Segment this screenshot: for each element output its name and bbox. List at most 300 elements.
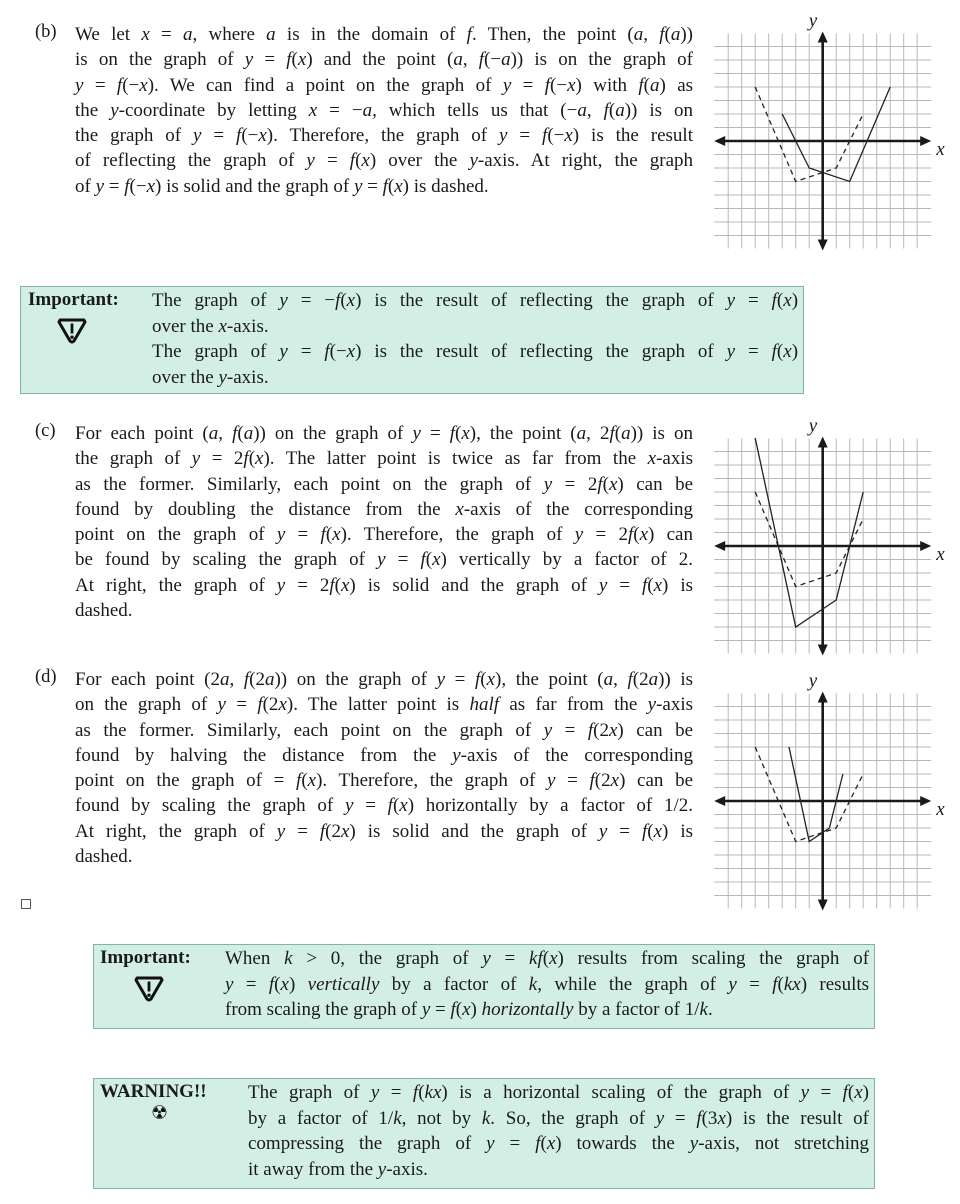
text-run: (2	[262, 694, 279, 716]
text-run: ,	[613, 669, 628, 690]
text-run: dashed.	[75, 846, 133, 868]
math-symbol: x	[146, 175, 155, 197]
math-symbol: f	[335, 290, 341, 311]
math-symbol: a	[266, 24, 276, 45]
math-symbol: x	[564, 125, 573, 147]
math-symbol: f	[641, 820, 648, 842]
text-run: > 0, the graph of	[292, 948, 483, 969]
math-symbol: k	[393, 1107, 402, 1129]
text-run: =	[430, 999, 451, 1020]
text-line	[152, 288, 798, 314]
math-symbol: k	[284, 948, 293, 969]
math-symbol: f	[320, 524, 326, 546]
text-run: At right, the graph of	[75, 574, 277, 596]
text-run: on the graph of	[75, 694, 218, 716]
math-symbol: a	[650, 74, 660, 96]
text-run: =	[362, 175, 383, 197]
text-run: )	[470, 999, 482, 1020]
text-line	[75, 47, 693, 72]
math-symbol: f	[587, 719, 594, 741]
text-run: (	[847, 1082, 855, 1103]
text-run: compressing the graph of	[248, 1133, 487, 1154]
math-symbol: k	[481, 1107, 491, 1129]
text-run: ) is	[662, 574, 693, 596]
math-symbol: x	[461, 423, 470, 444]
math-symbol: a	[577, 99, 587, 121]
math-symbol: f	[124, 175, 130, 197]
text-line	[75, 598, 693, 623]
math-symbol: y	[726, 341, 736, 362]
text-line	[75, 793, 693, 818]
math-symbol: a	[633, 24, 644, 45]
math-symbol: y	[217, 694, 226, 716]
math-symbol: y	[75, 74, 84, 96]
math-symbol: y	[726, 290, 736, 311]
math-symbol: x	[346, 341, 356, 362]
math-symbol: y	[800, 1082, 810, 1103]
text-run: (	[455, 999, 463, 1020]
text-run: as the former. Similarly, each point on the graph of	[75, 719, 544, 741]
math-symbol: x	[610, 770, 620, 792]
text-run: ) is solid and the graph of	[349, 574, 599, 596]
math-symbol: x	[549, 948, 558, 969]
math-symbol: vertically	[307, 973, 380, 995]
math-symbol: x	[218, 315, 227, 337]
text-run: = −	[317, 99, 363, 121]
graph-c	[700, 405, 960, 665]
math-symbol: x	[462, 999, 471, 1020]
text-run: (−	[484, 49, 502, 71]
math-symbol: f	[627, 669, 633, 690]
math-symbol: y	[598, 574, 608, 596]
text-run: found by halving the distance from the	[75, 744, 453, 766]
text-run: =	[285, 524, 321, 546]
text-run: =	[809, 1082, 843, 1103]
math-symbol: f	[268, 973, 275, 995]
text-run: (−	[122, 74, 140, 96]
text-run: ) towards the	[555, 1133, 690, 1154]
text-run: (2	[325, 820, 341, 842]
text-line	[75, 472, 693, 497]
text-run: (3	[701, 1107, 718, 1129]
math-symbol: x	[280, 973, 289, 995]
math-symbol: f	[243, 669, 250, 690]
x-axis-arrow-left	[714, 541, 725, 551]
text-run: (	[248, 448, 256, 470]
text-run: ) horizontally by a factor of 1/2.	[407, 795, 693, 817]
text-run: When	[225, 948, 285, 969]
math-symbol: y	[598, 820, 608, 842]
text-run: For each point (	[75, 423, 209, 444]
math-symbol: x	[141, 24, 150, 45]
text-run: (	[647, 574, 654, 596]
text-run: .	[707, 999, 713, 1020]
math-symbol: a	[219, 669, 230, 690]
y-axis-label: y	[808, 670, 818, 692]
math-symbol: f	[257, 694, 263, 716]
text-run: -axis.	[226, 315, 269, 337]
text-line	[75, 73, 693, 98]
math-symbol: a	[264, 669, 275, 690]
math-symbol: y	[276, 524, 286, 546]
text-run: (	[602, 473, 609, 495]
text-run: , not by	[401, 1107, 482, 1129]
y-axis-arrow-down	[818, 240, 828, 251]
text-line	[75, 497, 693, 522]
math-symbol: f	[466, 24, 472, 45]
text-run: as far from the	[499, 694, 648, 716]
math-symbol: f	[535, 1133, 541, 1154]
text-run: ,	[586, 99, 604, 121]
text-run: =	[552, 719, 588, 741]
math-symbol: y	[412, 423, 421, 444]
math-symbol: f	[589, 770, 595, 792]
x-axis-arrow-right	[920, 136, 931, 146]
text-run: ) over the	[369, 150, 470, 172]
math-symbol: y	[502, 74, 512, 96]
text-run: =	[490, 948, 530, 969]
math-symbol: x	[139, 74, 148, 96]
math-symbol: x	[854, 1082, 863, 1103]
text-run: =	[201, 125, 237, 147]
text-run: (	[776, 290, 784, 311]
y-axis-arrow-down	[818, 645, 828, 656]
text-run: )) on the graph of	[253, 423, 413, 444]
text-line	[75, 819, 693, 844]
text-run: ) can be	[619, 770, 694, 792]
math-symbol: f	[842, 1082, 848, 1103]
math-symbol: y	[218, 366, 227, 388]
text-run: The graph of	[152, 341, 280, 362]
text-run: -axis	[656, 448, 693, 470]
math-symbol: a	[453, 49, 463, 71]
y-axis-arrow-down	[818, 900, 828, 911]
math-symbol: f	[638, 74, 644, 96]
math-symbol: f	[387, 795, 393, 817]
text-run: from scaling the graph of	[225, 999, 422, 1020]
text-run: =	[607, 574, 642, 596]
math-symbol: f	[232, 423, 238, 444]
text-run: it away from the	[248, 1158, 378, 1180]
text-line	[75, 123, 693, 148]
text-run: = 2	[552, 473, 598, 495]
math-symbol: f	[544, 74, 551, 96]
text-run: ) is the result of reflecting the graph of	[355, 290, 727, 311]
text-run: . Then, the point (	[471, 24, 634, 45]
math-symbol: f	[329, 574, 335, 596]
text-run: The graph of	[152, 290, 280, 311]
checkbox[interactable]	[21, 899, 31, 909]
text-run: ). We can find a point on the graph of	[147, 74, 503, 96]
math-symbol: y	[95, 175, 105, 197]
callout-body	[248, 1080, 869, 1182]
math-symbol: y	[574, 524, 584, 546]
text-line	[75, 844, 693, 869]
math-symbol: x	[255, 448, 264, 470]
graph-b	[700, 0, 960, 260]
text-run: =	[385, 549, 421, 571]
text-run: ) and the point (	[306, 49, 454, 71]
text-run: )	[862, 1082, 869, 1103]
text-line	[152, 339, 798, 365]
text-run: (	[643, 74, 650, 96]
math-symbol: y	[225, 973, 234, 995]
math-symbol: f	[641, 574, 648, 596]
text-run: )	[288, 973, 308, 995]
text-run: ))	[680, 24, 693, 45]
section-body	[75, 667, 693, 869]
math-symbol: x	[340, 574, 350, 596]
text-run: =	[511, 74, 545, 96]
text-run: ). Therefore, the graph of	[340, 524, 575, 546]
text-run: is in the domain of	[275, 24, 467, 45]
text-run: (	[614, 423, 622, 444]
math-symbol: f	[296, 770, 302, 792]
math-symbol: x	[346, 290, 356, 311]
math-symbol: y	[377, 549, 386, 571]
text-run: =	[379, 1082, 413, 1103]
text-run: =	[104, 175, 125, 197]
text-run: by a factor of 1/	[248, 1107, 394, 1129]
text-run: -axis. At right, the graph	[477, 150, 694, 172]
math-symbol: f	[449, 423, 456, 444]
text-run: ) with	[575, 74, 639, 96]
math-symbol: x	[653, 820, 663, 842]
text-run: by a factor of	[379, 973, 529, 995]
text-run: =	[285, 820, 320, 842]
text-run: ,	[218, 423, 233, 444]
y-axis-arrow-up	[818, 692, 828, 703]
text-run: as the former. Similarly, each point on the graph of	[75, 473, 544, 495]
math-symbol: f	[420, 549, 426, 571]
text-run: ) vertically by a factor of 2.	[440, 549, 693, 571]
math-symbol: kx	[783, 973, 801, 995]
callout-title: WARNING!!	[100, 1081, 207, 1102]
text-run: For each point (2	[75, 669, 220, 690]
math-symbol: y	[647, 694, 657, 716]
math-symbol: y	[499, 125, 508, 147]
text-run: =	[233, 973, 269, 995]
text-run: =	[494, 1133, 536, 1154]
text-run: is on the graph of	[75, 49, 245, 71]
text-run: =	[420, 423, 450, 444]
text-run: (	[542, 948, 550, 969]
math-symbol: f	[243, 448, 249, 470]
text-run: =	[736, 973, 773, 995]
math-symbol: y	[377, 1158, 387, 1180]
math-symbol: x	[783, 290, 792, 311]
section-label: (b)	[35, 22, 57, 42]
important-callout-reflection	[20, 286, 804, 394]
text-line	[75, 547, 693, 572]
text-line	[248, 1080, 869, 1106]
x-axis-arrow-right	[920, 796, 931, 806]
text-run: ) can	[648, 524, 693, 546]
text-run: the	[75, 99, 111, 121]
math-symbol: y	[353, 175, 363, 197]
text-line	[75, 743, 693, 768]
math-symbol: f	[603, 99, 609, 121]
math-symbol: a	[243, 423, 254, 444]
text-line	[152, 314, 798, 340]
math-symbol: x	[394, 175, 403, 197]
math-symbol: y	[370, 1082, 380, 1103]
text-run: (−	[547, 125, 565, 147]
math-symbol: y	[482, 948, 491, 969]
math-symbol: y	[486, 1133, 495, 1154]
math-symbol: y	[543, 719, 553, 741]
math-symbol: y	[421, 999, 431, 1020]
text-run: We let	[75, 24, 142, 45]
text-run: ) is	[662, 820, 693, 842]
math-symbol: a	[603, 669, 614, 690]
math-symbol: f	[450, 999, 456, 1020]
callout-body	[152, 288, 798, 390]
text-run: , 2	[586, 423, 610, 444]
x-axis-arrow-left	[714, 796, 725, 806]
text-line	[75, 148, 693, 173]
math-symbol: x	[546, 1133, 556, 1154]
text-run: =	[287, 341, 325, 362]
text-run: = −	[287, 290, 336, 311]
text-run: (	[480, 669, 487, 690]
text-run: (	[237, 423, 244, 444]
section-label: (c)	[35, 421, 56, 441]
math-symbol: a	[621, 423, 631, 444]
text-run: =	[149, 24, 183, 45]
section-body	[75, 421, 693, 623]
text-run: ,	[643, 24, 660, 45]
math-symbol: x	[307, 770, 317, 792]
text-run: =	[664, 1107, 697, 1129]
text-run: =	[607, 820, 642, 842]
radiation-icon: ☢	[151, 1102, 169, 1124]
text-run: ) is the result	[572, 125, 693, 147]
text-line	[75, 174, 693, 199]
text-run: ) can be	[617, 473, 694, 495]
text-run: (	[418, 1082, 425, 1103]
math-symbol: f	[627, 524, 634, 546]
text-run: =	[314, 150, 350, 172]
text-run: (	[633, 524, 640, 546]
text-run: (2	[249, 669, 265, 690]
math-symbol: f	[324, 341, 330, 362]
callout-title: Important:	[100, 947, 191, 968]
math-symbol: f	[597, 473, 603, 495]
text-run: -coordinate by letting	[118, 99, 309, 121]
text-run: ) is dashed.	[402, 175, 489, 197]
math-symbol: x	[432, 549, 441, 571]
text-run: (−	[550, 74, 568, 96]
math-symbol: f	[236, 125, 242, 147]
text-run: dashed.	[75, 600, 133, 622]
text-run: =	[555, 770, 590, 792]
math-symbol: y	[689, 1133, 699, 1154]
y-axis-label: y	[808, 10, 818, 32]
text-line	[75, 667, 693, 692]
math-symbol: x	[399, 795, 408, 817]
text-run: At right, the graph of	[75, 820, 277, 842]
text-run: by a factor of 1/	[573, 999, 700, 1020]
math-symbol: a	[576, 423, 587, 444]
text-run: be found by scaling the graph of	[75, 549, 378, 571]
text-run: =	[83, 74, 117, 96]
text-run: -axis, not stretching	[698, 1133, 870, 1154]
text-run: , while the graph of	[537, 973, 729, 995]
y-axis-label: y	[808, 415, 818, 437]
math-symbol: f	[286, 49, 292, 71]
math-symbol: y	[244, 49, 254, 71]
math-symbol: x	[278, 694, 287, 716]
text-run: (	[291, 49, 298, 71]
text-line	[75, 421, 693, 446]
math-symbol: a	[670, 24, 681, 45]
text-run: (	[387, 175, 395, 197]
text-run: =	[225, 694, 258, 716]
text-line	[248, 1106, 869, 1132]
text-run: )	[791, 290, 799, 311]
text-run: (	[608, 99, 616, 121]
text-run: (	[340, 290, 347, 311]
text-run: ) can be	[617, 719, 694, 741]
math-symbol: x	[717, 1107, 726, 1129]
text-run: (	[647, 820, 654, 842]
math-symbol: y	[655, 1107, 665, 1129]
text-run: ). The latter point is	[286, 694, 470, 716]
math-symbol: x	[308, 99, 318, 121]
text-run: -axis of the corresponding	[463, 498, 693, 520]
text-run: The graph of	[248, 1082, 371, 1103]
math-symbol: x	[455, 498, 464, 520]
text-run: )	[791, 341, 799, 362]
math-symbol: x	[608, 473, 618, 495]
math-symbol: a	[208, 423, 219, 444]
text-run: =	[735, 341, 772, 362]
text-run: (−	[241, 125, 259, 147]
math-symbol: x	[783, 341, 792, 362]
text-run: )) is	[658, 669, 694, 690]
math-symbol: x	[608, 719, 618, 741]
x-axis-arrow-left	[714, 136, 725, 146]
y-axis-arrow-up	[818, 32, 828, 43]
math-symbol: f	[659, 24, 665, 45]
math-symbol: y	[276, 820, 286, 842]
text-run: )) is on	[624, 99, 694, 121]
text-run: ) results	[800, 973, 870, 995]
text-run: ) is solid and the graph of	[349, 820, 599, 842]
math-symbol: x	[639, 524, 648, 546]
text-line	[75, 768, 693, 793]
math-symbol: f	[116, 74, 123, 96]
math-symbol: f	[412, 1082, 419, 1103]
important-callout-scaling	[93, 944, 875, 1029]
text-run: (2	[632, 669, 649, 690]
text-run: -axis.	[386, 1158, 428, 1180]
text-run: )) is on the graph of	[510, 49, 694, 71]
text-run: ) is a horizontal scaling of the graph of	[441, 1082, 801, 1103]
math-symbol: kx	[424, 1082, 442, 1103]
text-run: ) is the result of	[725, 1107, 869, 1129]
math-symbol: y	[452, 744, 461, 766]
text-line	[75, 522, 693, 547]
text-line	[75, 446, 693, 471]
text-run: (	[425, 549, 433, 571]
text-run: ). Therefore, the graph of	[266, 125, 500, 147]
text-run: point on the graph of	[75, 524, 277, 546]
text-run: -axis of the corresponding	[460, 744, 693, 766]
math-symbol: y	[279, 341, 288, 362]
text-run: ,	[229, 669, 244, 690]
